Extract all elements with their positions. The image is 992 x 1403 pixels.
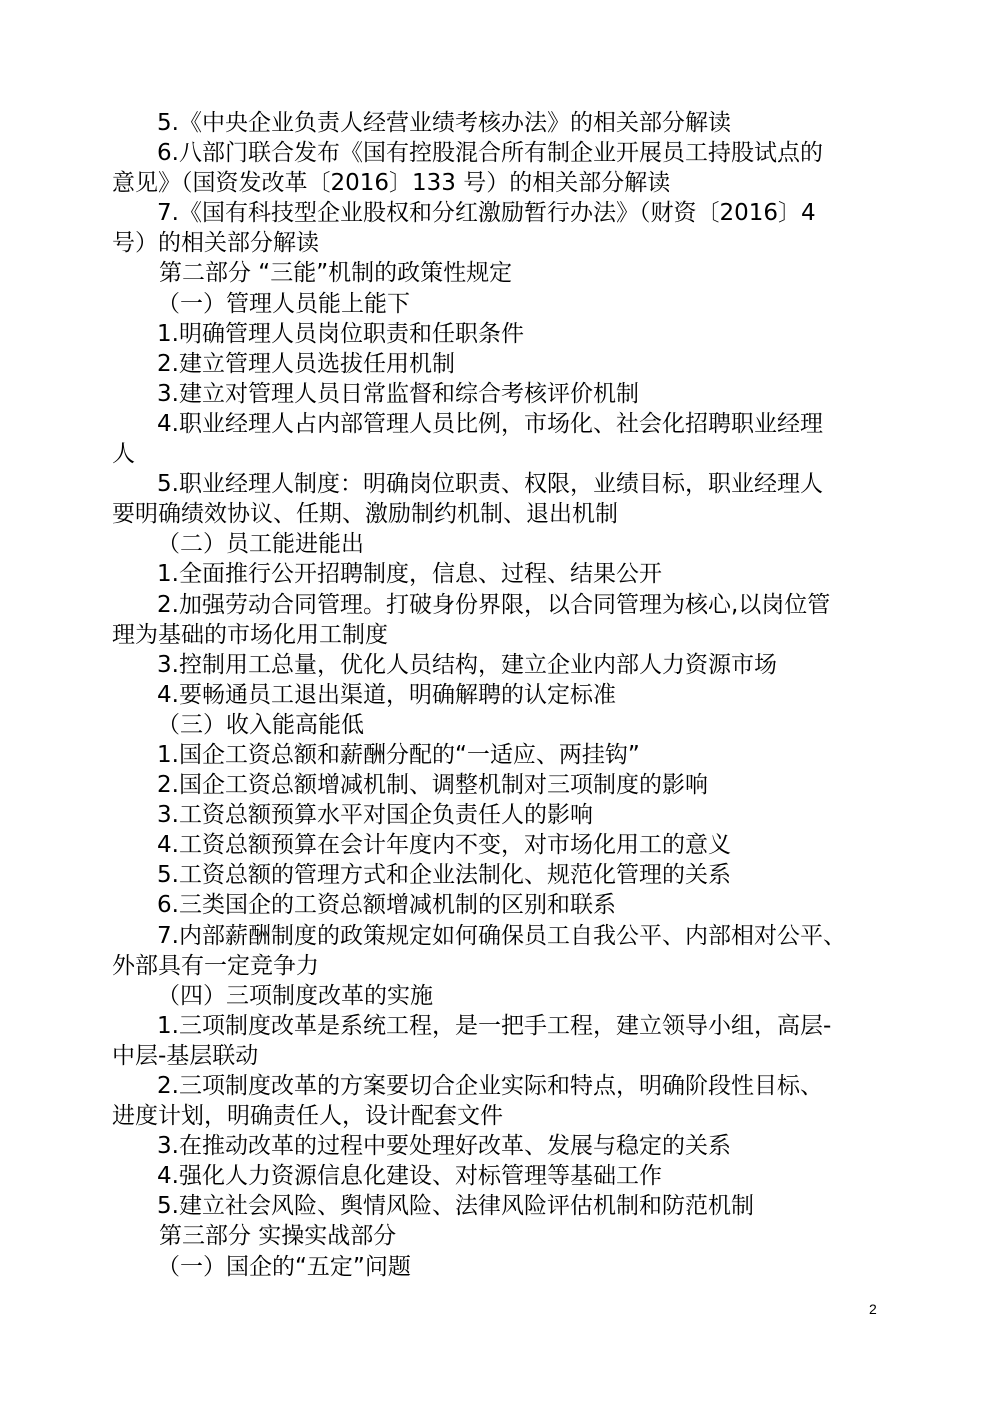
section-heading: 第三部分 实操实战部分 bbox=[159, 1223, 397, 1250]
subsection-heading: （一）国企的“五定”问题 bbox=[157, 1253, 411, 1280]
subsection-heading: （四）三项制度改革的实施 bbox=[157, 982, 433, 1009]
paragraph-continuation-line: 要明确绩效协议、任期、激励制约机制、退出机制 bbox=[112, 501, 618, 528]
paragraph-continuation-line: 外部具有一定竞争力 bbox=[112, 952, 319, 979]
paragraph-line: 3.建立对管理人员日常监督和综合考核评价机制 bbox=[157, 380, 639, 407]
paragraph-line: 1.全面推行公开招聘制度，信息、过程、结果公开 bbox=[157, 561, 662, 588]
paragraph-continuation-line: 进度计划，明确责任人，设计配套文件 bbox=[112, 1103, 503, 1130]
paragraph-line: 5.建立社会风险、舆情风险、法律风险评估机制和防范机制 bbox=[157, 1193, 754, 1220]
paragraph-line: 5.职业经理人制度：明确岗位职责、权限，业绩目标，职业经理人 bbox=[157, 471, 823, 498]
paragraph-line: 2.加强劳动合同管理。打破身份界限，以合同管理为核心,以岗位管 bbox=[157, 591, 831, 618]
paragraph-line: 1.明确管理人员岗位职责和任职条件 bbox=[157, 320, 524, 347]
paragraph-continuation-line: 意见》（国资发改革〔2016〕133 号）的相关部分解读 bbox=[112, 170, 671, 197]
paragraph-continuation-line: 人 bbox=[112, 441, 135, 468]
page-number: 2 bbox=[869, 1301, 877, 1317]
paragraph-line: 7.内部薪酬制度的政策规定如何确保员工自我公平、内部相对公平、 bbox=[157, 922, 846, 949]
paragraph-line: 3.控制用工总量，优化人员结构，建立企业内部人力资源市场 bbox=[157, 651, 777, 678]
paragraph-continuation-line: 号）的相关部分解读 bbox=[112, 230, 319, 257]
paragraph-line: 4.强化人力资源信息化建设、对标管理等基础工作 bbox=[157, 1163, 662, 1190]
paragraph-line: 1.国企工资总额和薪酬分配的“一适应、两挂钩” bbox=[157, 741, 640, 768]
paragraph-line: 7.《国有科技型企业股权和分红激励暂行办法》（财资〔2016〕4 bbox=[157, 200, 816, 227]
subsection-heading: （一）管理人员能上能下 bbox=[157, 290, 410, 317]
paragraph-line: 4.要畅通员工退出渠道，明确解聘的认定标准 bbox=[157, 681, 616, 708]
paragraph-line: 6.三类国企的工资总额增减机制的区别和联系 bbox=[157, 892, 616, 919]
paragraph-line: 4.工资总额预算在会计年度内不变，对市场化用工的意义 bbox=[157, 832, 731, 859]
paragraph-continuation-line: 中层-基层联动 bbox=[112, 1042, 259, 1069]
paragraph-line: 5.工资总额的管理方式和企业法制化、规范化管理的关系 bbox=[157, 862, 731, 889]
paragraph-line: 3.工资总额预算水平对国企负责任人的影响 bbox=[157, 802, 593, 829]
paragraph-line: 3.在推动改革的过程中要处理好改革、发展与稳定的关系 bbox=[157, 1133, 731, 1160]
paragraph-line: 4.职业经理人占内部管理人员比例，市场化、社会化招聘职业经理 bbox=[157, 410, 823, 437]
paragraph-line: 5.《中央企业负责人经营业绩考核办法》的相关部分解读 bbox=[157, 110, 731, 136]
subsection-heading: （三）收入能高能低 bbox=[157, 711, 364, 738]
paragraph-line: 1.三项制度改革是系统工程，是一把手工程，建立领导小组，高层- bbox=[157, 1012, 832, 1039]
paragraph-line: 6.八部门联合发布《国有控股混合所有制企业开展员工持股试点的 bbox=[157, 140, 823, 167]
section-heading: 第二部分 “三能”机制的政策性规定 bbox=[159, 260, 513, 287]
paragraph-continuation-line: 理为基础的市场化用工制度 bbox=[112, 621, 388, 648]
paragraph-line: 2.国企工资总额增减机制、调整机制对三项制度的影响 bbox=[157, 772, 708, 799]
document-body bbox=[112, 108, 887, 1282]
paragraph-line: 2.建立管理人员选拔任用机制 bbox=[157, 350, 455, 377]
subsection-heading: （二）员工能进能出 bbox=[157, 531, 364, 558]
paragraph-line: 2.三项制度改革的方案要切合企业实际和特点，明确阶段性目标、 bbox=[157, 1073, 823, 1099]
